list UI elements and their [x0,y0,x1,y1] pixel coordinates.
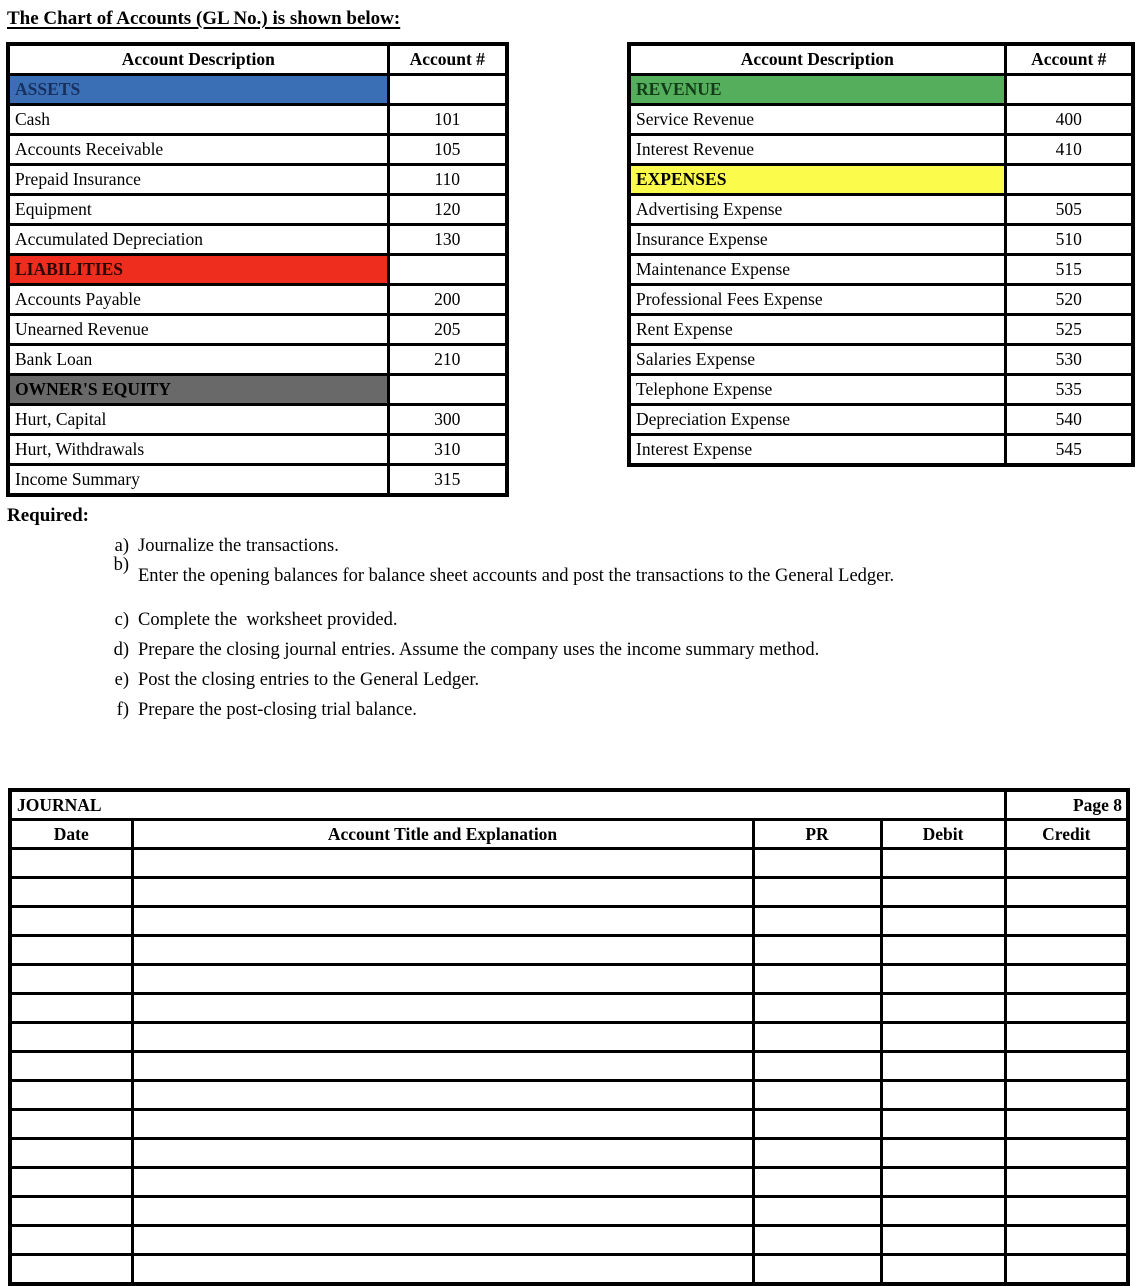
chart-of-accounts-table-left [6,42,509,497]
account-description-cell: Bank Loan [8,345,388,375]
account-number-cell: 315 [388,465,507,496]
account-row [8,195,507,225]
journal-blank-cell [1005,994,1128,1023]
journal-blank-cell [753,1081,881,1110]
journal-blank-row [10,907,1128,936]
account-row [8,465,507,496]
journal-blank-cell [881,1255,1005,1285]
account-description-cell: Unearned Revenue [8,315,388,345]
account-row [8,345,507,375]
account-row [8,285,507,315]
account-row [629,105,1133,135]
account-description-cell: Maintenance Expense [629,255,1005,285]
account-row [629,255,1133,285]
account-number-cell: 505 [1005,195,1133,225]
account-description-cell: Service Revenue [629,105,1005,135]
journal-blank-cell [132,1197,753,1226]
account-row [8,225,507,255]
journal-blank-cell [881,965,1005,994]
journal-blank-cell [881,1139,1005,1168]
required-item-label: b) [113,555,129,575]
journal-blank-cell [881,849,1005,878]
account-number-cell: 120 [388,195,507,225]
required-item-text: Prepare the closing journal entries. Assume the company uses the income summary method. [138,640,820,660]
account-number-cell: 110 [388,165,507,195]
journal-blank-cell [753,878,881,907]
required-item-text: Journalize the transactions. [138,536,339,556]
required-item [103,555,1137,587]
journal-blank-cell [132,1168,753,1197]
account-row [629,315,1133,345]
journal-blank-cell [1005,907,1128,936]
account-row [8,405,507,435]
required-item-label: c) [114,610,129,630]
journal-blank-cell [881,994,1005,1023]
category-row [8,75,507,105]
required-item [103,639,1137,661]
journal-blank-cell [10,1052,132,1081]
account-number-cell: 515 [1005,255,1133,285]
column-header-account-title: Account Title and Explanation [132,820,753,849]
journal-blank-cell [881,1023,1005,1052]
journal-blank-cell [1005,1226,1128,1255]
journal-blank-cell [1005,1255,1128,1285]
column-header-account-number: Account # [1005,44,1133,75]
account-number-cell: 510 [1005,225,1133,255]
category-label-cell: EXPENSES [629,165,1005,195]
account-row [629,375,1133,405]
account-description-cell: Accounts Payable [8,285,388,315]
journal-blank-cell [753,1110,881,1139]
journal-blank-row [10,1255,1128,1285]
account-row [8,105,507,135]
required-item-label: d) [113,640,129,660]
account-description-cell: Prepaid Insurance [8,165,388,195]
account-description-cell: Depreciation Expense [629,405,1005,435]
journal-blank-cell [132,849,753,878]
category-label-cell: OWNER'S EQUITY [8,375,388,405]
journal-blank-cell [10,994,132,1023]
journal-blank-cell [1005,1168,1128,1197]
journal-blank-cell [881,1052,1005,1081]
journal-blank-cell [1005,965,1128,994]
journal-blank-cell [1005,1197,1128,1226]
journal-blank-cell [881,1110,1005,1139]
journal-blank-cell [881,1226,1005,1255]
account-number-cell: 105 [388,135,507,165]
account-number-cell: 205 [388,315,507,345]
category-row [629,165,1133,195]
account-description-cell: Interest Expense [629,435,1005,466]
account-description-cell: Salaries Expense [629,345,1005,375]
journal-blank-cell [10,1255,132,1285]
journal-blank-row [10,1110,1128,1139]
journal-blank-cell [881,936,1005,965]
journal-blank-cell [10,1139,132,1168]
account-row [8,135,507,165]
journal-blank-cell [10,1226,132,1255]
journal-blank-cell [753,1023,881,1052]
journal-blank-cell [10,1110,132,1139]
account-row [629,195,1133,225]
account-number-cell: 200 [388,285,507,315]
required-list [7,535,1137,721]
journal-blank-cell [132,1110,753,1139]
required-item-text: Enter the opening balances for balance sheet accounts and post the transactions to the General Ledger. [138,566,895,586]
journal-blank-cell [1005,1052,1128,1081]
journal-blank-cell [753,1226,881,1255]
account-number-cell: 210 [388,345,507,375]
journal-page-number: Page 8 [1005,790,1128,820]
journal-blank-row [10,1081,1128,1110]
coa-header-row [8,44,507,75]
journal-blank-row [10,1023,1128,1052]
column-header-credit: Credit [1005,820,1128,849]
journal-blank-cell [881,907,1005,936]
journal-blank-cell [132,1139,753,1168]
column-header-date: Date [10,820,132,849]
journal-blank-cell [10,965,132,994]
category-label-cell: REVENUE [629,75,1005,105]
category-row [629,75,1133,105]
required-item [103,609,1137,631]
journal-blank-cell [1005,936,1128,965]
account-number-cell: 520 [1005,285,1133,315]
account-description-cell: Accumulated Depreciation [8,225,388,255]
journal-blank-cell [881,1081,1005,1110]
journal-blank-cell [1005,1139,1128,1168]
account-row [8,315,507,345]
category-label-cell: LIABILITIES [8,255,388,285]
journal-blank-cell [10,849,132,878]
account-number-cell: 540 [1005,405,1133,435]
account-row [629,135,1133,165]
page-title: The Chart of Accounts (GL No.) is shown below: [7,8,401,29]
account-description-cell: Hurt, Capital [8,405,388,435]
journal-blank-cell [753,965,881,994]
account-number-cell [388,375,507,405]
account-row [8,165,507,195]
journal-blank-row [10,994,1128,1023]
journal-blank-cell [132,1052,753,1081]
journal-blank-cell [132,907,753,936]
chart-of-accounts-table-right [627,42,1135,467]
journal-blank-cell [753,1168,881,1197]
journal-blank-cell [881,878,1005,907]
journal-blank-cell [753,1197,881,1226]
account-number-cell [1005,165,1133,195]
journal-blank-cell [132,1081,753,1110]
journal-blank-cell [10,1197,132,1226]
account-number-cell [388,255,507,285]
account-description-cell: Advertising Expense [629,195,1005,225]
account-description-cell: Income Summary [8,465,388,496]
journal-blank-cell [881,1197,1005,1226]
account-description-cell: Professional Fees Expense [629,285,1005,315]
journal-blank-cell [753,936,881,965]
account-number-cell: 101 [388,105,507,135]
account-row [629,285,1133,315]
column-header-pr: PR [753,820,881,849]
required-item-label: f) [116,700,129,720]
journal-blank-cell [10,1023,132,1052]
journal-blank-cell [10,907,132,936]
required-item [103,535,1137,557]
required-section [7,505,1137,721]
journal-blank-row [10,1139,1128,1168]
journal-blank-cell [753,1052,881,1081]
column-header-debit: Debit [881,820,1005,849]
journal-blank-cell [753,849,881,878]
category-row [8,375,507,405]
journal-header-row [10,820,1128,849]
account-description-cell: Rent Expense [629,315,1005,345]
journal-blank-cell [881,1168,1005,1197]
journal-title: JOURNAL [10,790,1005,820]
journal-blank-cell [1005,1023,1128,1052]
account-number-cell: 130 [388,225,507,255]
journal-blank-cell [132,1226,753,1255]
journal-blank-row [10,1226,1128,1255]
account-description-cell: Insurance Expense [629,225,1005,255]
account-row [8,435,507,465]
account-number-cell: 535 [1005,375,1133,405]
journal-blank-cell [10,1168,132,1197]
column-header-account-description: Account Description [629,44,1005,75]
category-row [8,255,507,285]
account-row [629,435,1133,466]
account-row [629,225,1133,255]
journal-blank-cell [132,1023,753,1052]
journal-blank-row [10,936,1128,965]
required-item-label: e) [114,670,129,690]
journal-blank-cell [753,994,881,1023]
journal-title-row [10,790,1128,820]
journal-blank-cell [132,936,753,965]
journal-blank-cell [1005,1110,1128,1139]
journal-blank-cell [132,878,753,907]
column-header-account-description: Account Description [8,44,388,75]
journal-blank-row [10,1168,1128,1197]
required-heading: Required: [7,505,89,526]
account-description-cell: Equipment [8,195,388,225]
account-number-cell: 400 [1005,105,1133,135]
journal-blank-cell [10,1081,132,1110]
account-row [629,345,1133,375]
journal-blank-cell [753,1139,881,1168]
account-number-cell: 410 [1005,135,1133,165]
journal-blank-row [10,965,1128,994]
journal-blank-row [10,1197,1128,1226]
journal-blank-cell [753,1255,881,1285]
journal-blank-cell [132,994,753,1023]
required-item [103,699,1137,721]
journal-blank-cell [753,907,881,936]
journal-blank-cell [10,936,132,965]
required-item [103,669,1137,691]
journal-blank-cell [132,1255,753,1285]
coa-header-row [629,44,1133,75]
account-number-cell [1005,75,1133,105]
account-number-cell: 545 [1005,435,1133,466]
account-description-cell: Interest Revenue [629,135,1005,165]
account-number-cell: 525 [1005,315,1133,345]
account-description-cell: Cash [8,105,388,135]
account-number-cell: 310 [388,435,507,465]
journal-blank-row [10,849,1128,878]
required-item-text: Prepare the post-closing trial balance. [138,700,417,720]
required-item-text: Post the closing entries to the General Ledger. [138,670,480,690]
column-header-account-number: Account # [388,44,507,75]
account-row [629,405,1133,435]
journal-blank-row [10,1052,1128,1081]
required-item-text: Complete the worksheet provided. [138,610,398,630]
account-number-cell: 300 [388,405,507,435]
account-description-cell: Hurt, Withdrawals [8,435,388,465]
journal-blank-cell [1005,878,1128,907]
account-number-cell [388,75,507,105]
journal-blank-cell [132,965,753,994]
account-description-cell: Telephone Expense [629,375,1005,405]
required-item-label: a) [114,536,129,556]
journal-blank-cell [1005,849,1128,878]
journal-blank-cell [10,878,132,907]
journal-table [8,788,1130,1286]
account-number-cell: 530 [1005,345,1133,375]
category-label-cell: ASSETS [8,75,388,105]
journal-blank-cell [1005,1081,1128,1110]
journal-blank-row [10,878,1128,907]
account-description-cell: Accounts Receivable [8,135,388,165]
